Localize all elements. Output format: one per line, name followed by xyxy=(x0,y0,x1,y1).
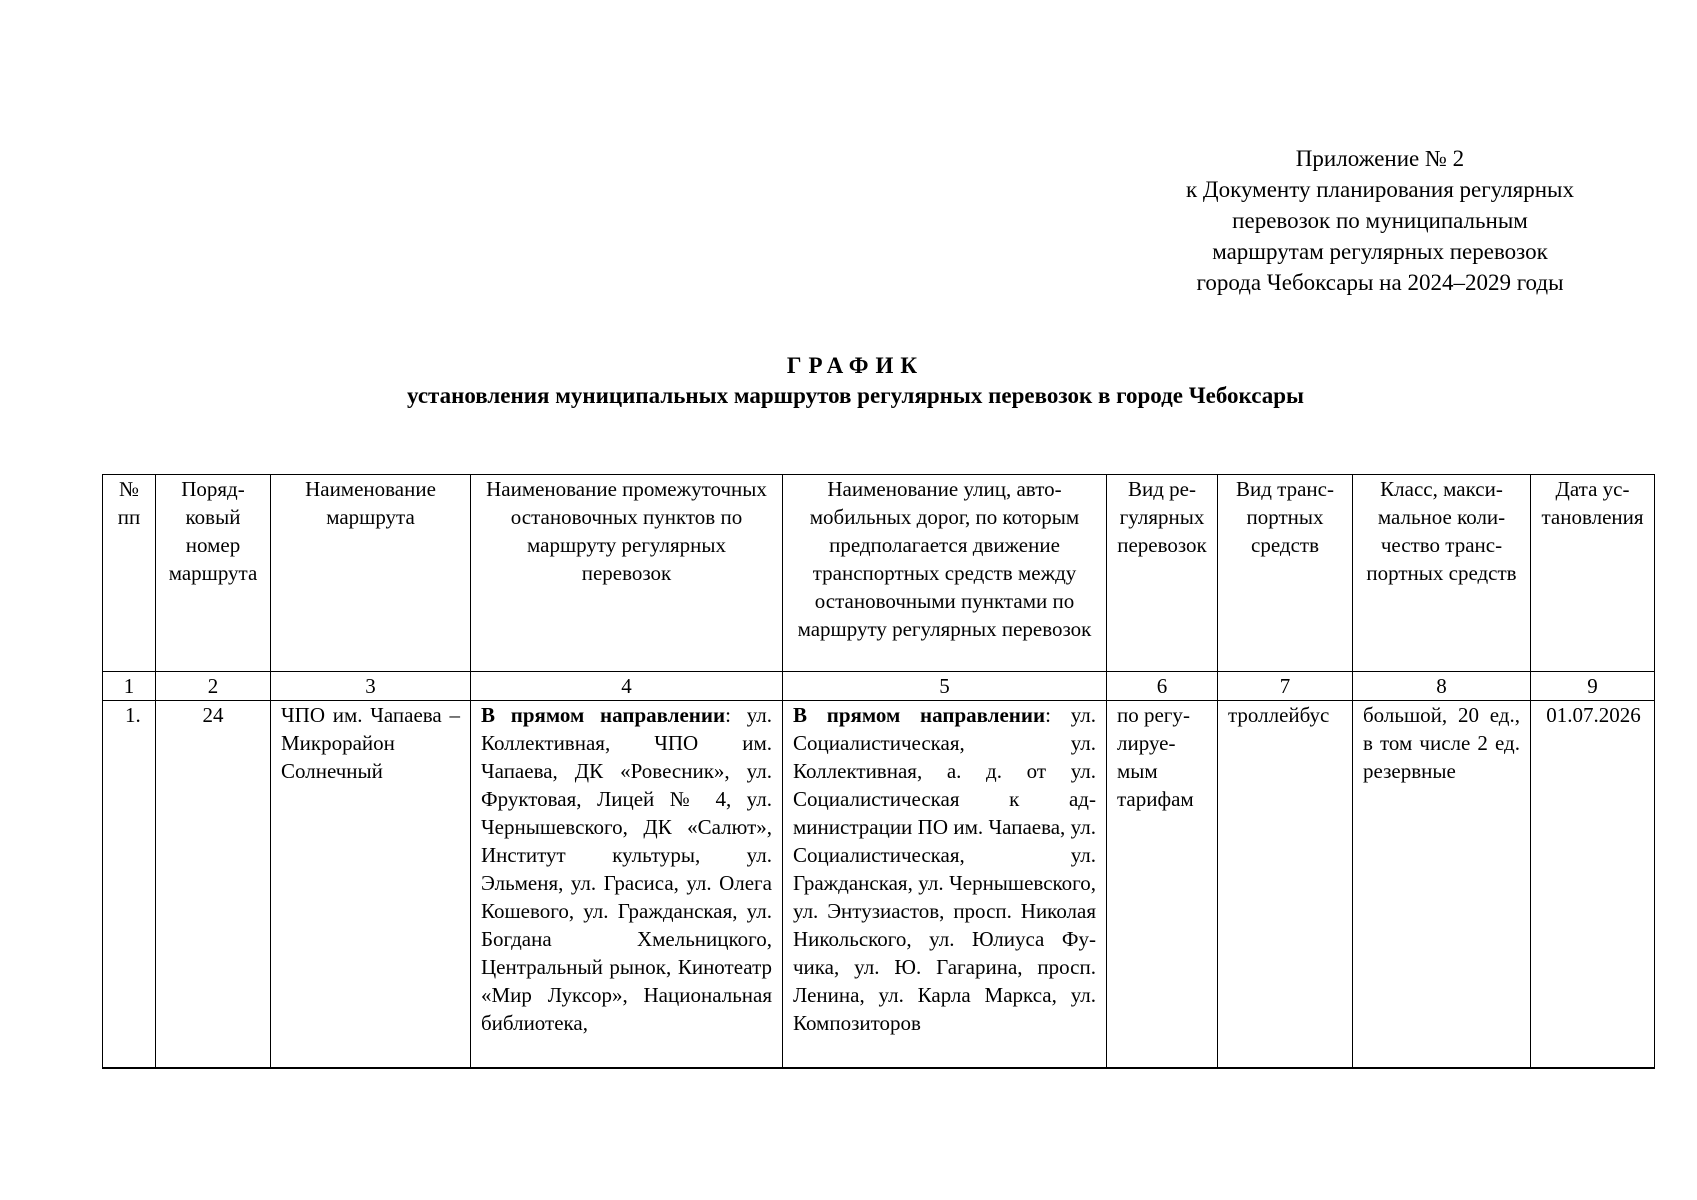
route-number: 24 xyxy=(156,701,271,1069)
table-row xyxy=(103,701,1655,1069)
document-title: ГРАФИК xyxy=(786,353,925,378)
appendix-block xyxy=(1120,143,1640,298)
header-cell-route-number: Порядковый номер маршрута xyxy=(156,475,271,672)
appendix-line: маршрутам регулярных перевозок xyxy=(1212,239,1548,264)
stops-cell: В прямом направлении: ул. Коллективная, ЧПО им. Чапаева, ДК «Ровесник», ул. Фруктовая, Лицей № 4, ул. Чернышевского, ДК «Салют», Институт культуры, ул. Эльменя, ул. Грасиса, ул. Олега Кошевого, ул. Гражданская, ул. Богдана Хмельницкого, Центральный рынок, Кинотеатр «Мир Луксор», Национальная библиотека, xyxy=(471,701,783,1069)
header-cell-vehicle-class: Класс, максимальное количество транспортных средств xyxy=(1353,475,1531,672)
column-number: 4 xyxy=(471,672,783,701)
route-name: ЧПО им. Чапаева – Микрорайон Солнечный xyxy=(271,701,471,1069)
streets-cell: В прямом направлении: ул. Социалистическая, ул. Коллективная, а. д. от ул. Социалистическая к администрации ПО им. Чапаева, ул. Социалистическая, ул. Гражданская, ул. Чернышевского, ул. Энтузиастов, просп. Николая Никольского, ул. Юлиуса Фучика, ул. Ю. Гагарина, просп. Ленина, ул. Карла Маркса, ул. Композиторов xyxy=(783,701,1107,1069)
column-number: 2 xyxy=(156,672,271,701)
header-cell-transport-type: Вид регулярных перевозок xyxy=(1107,475,1218,672)
header-cell-streets: Наименование улиц, автомобильных дорог, по которым предполагается движение транспортных средств между остановочными пунктами по маршруту регулярных перевозок xyxy=(783,475,1107,672)
header-cell-date: Дата установления xyxy=(1531,475,1655,672)
schedule-table xyxy=(102,474,1655,1069)
appendix-line: Приложение № 2 xyxy=(1295,146,1465,171)
header-cell-stops: Наименование промежуточных остановочных пунктов по маршруту регулярных перевозок xyxy=(471,475,783,672)
column-number-row xyxy=(103,672,1655,701)
row-index: 1. xyxy=(103,701,156,1069)
streets-text: ул. Социалистическая, ул. Коллективная, а. д. от ул. Социалистическая к администрации ПО им. Чапаева, ул. Социалистическая, ул. Гражданская, ул. Чернышевского, ул. Энтузиастов, просп. Николая Никольского, ул. Юлиуса Фучика, ул. Ю. Гагарина, просп. Ленина, ул. Карла Маркса, ул. Композиторов xyxy=(793,703,1096,1035)
transport-type: по регулируемым тарифам xyxy=(1107,701,1218,1069)
column-number: 8 xyxy=(1353,672,1531,701)
column-number: 6 xyxy=(1107,672,1218,701)
establishment-date: 01.07.2026 xyxy=(1531,701,1655,1069)
streets-direction-label: В прямом направлении xyxy=(793,703,1046,727)
column-number: 3 xyxy=(271,672,471,701)
stops-text: ул. Коллективная, ЧПО им. Чапаева, ДК «Ровесник», ул. Фруктовая, Лицей № 4, ул. Чернышевского, ДК «Салют», Институт культуры, ул. Эльменя, ул. Грасиса, ул. Олега Кошевого, ул. Гражданская, ул. Богдана Хмельницкого, Центральный рынок, Кинотеатр «Мир Луксор», Национальная библиотека, xyxy=(481,703,772,1035)
header-cell-index: № пп xyxy=(103,475,156,672)
stops-direction-label: В прямом направлении xyxy=(481,703,726,727)
column-number: 1 xyxy=(103,672,156,701)
appendix-line: города Чебоксары на 2024–2029 годы xyxy=(1196,270,1564,295)
document-subtitle: установления муниципальных маршрутов регулярных перевозок в городе Чебоксары xyxy=(407,383,1304,408)
vehicle-class: большой, 20 ед., в том числе 2 ед. резервные xyxy=(1353,701,1531,1069)
column-number: 7 xyxy=(1218,672,1353,701)
appendix-line: перевозок по муниципальным xyxy=(1232,208,1528,233)
column-number: 5 xyxy=(783,672,1107,701)
table-header-row xyxy=(103,475,1655,672)
appendix-line: к Документу планирования регулярных xyxy=(1185,177,1574,202)
header-cell-route-name: Наименование маршрута xyxy=(271,475,471,672)
column-number: 9 xyxy=(1531,672,1655,701)
vehicle-type: троллейбус xyxy=(1218,701,1353,1069)
header-cell-vehicle-type: Вид транспортных средств xyxy=(1218,475,1353,672)
